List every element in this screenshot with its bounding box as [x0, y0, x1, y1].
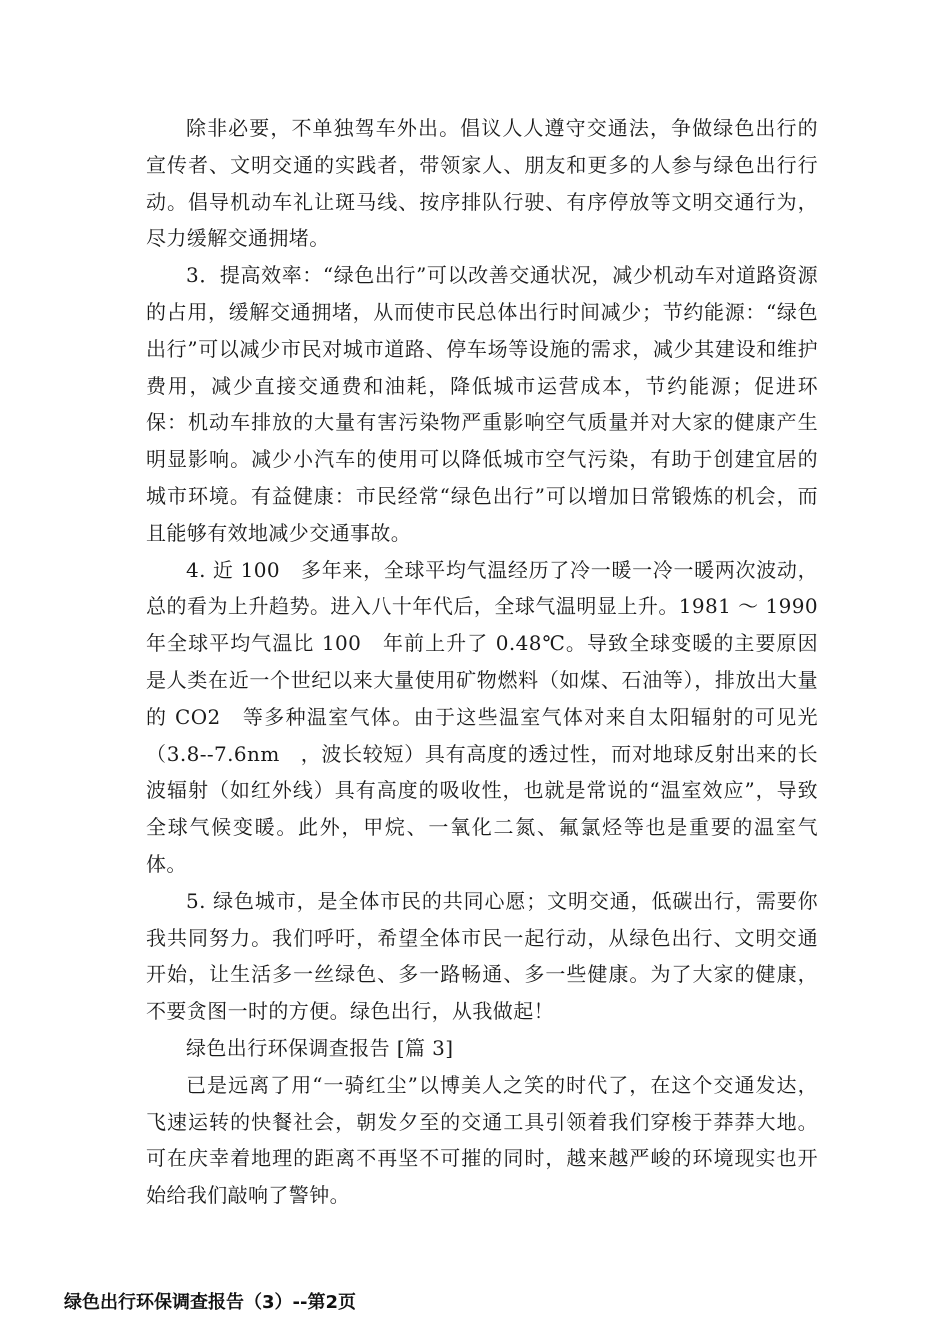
page-footer: 绿色出行环保调查报告（3）--第2页: [64, 1292, 356, 1313]
paragraph-green-city: 5. 绿色城市，是全体市民的共同心愿；文明交通，低碳出行，需要你我共同努力。我们呼吁，希望全体市民一起行动，从绿色出行、文明交通开始，让生活多一丝绿色、多一路畅通、多一些健康。为了大家的健康，不要贪图一时的方便。绿色出行，从我做起！: [146, 888, 818, 1024]
paragraph-benefits: 3．提高效率：“绿色出行”可以改善交通状况，减少机动车对道路资源的占用，缓解交通拥堵，从而使市民总体出行时间减少；节约能源：“绿色出行”可以减少市民对城市道路、停车场等设施的需求，减少其建设和维护费用，减少直接交通费和油耗，降低城市运营成本，节约能源；促进环保：机动车排放的大量有害污染物严重影响空气质量并对大家的健康产生明显影响。减少小汽车的使用可以降低城市空气污染，有助于创建宜居的城市环境。有益健康：市民经常“绿色出行”可以增加日常锻炼的机会，而且能够有效地减少交通事故。: [146, 263, 818, 545]
document-body: [146, 110, 839, 1214]
paragraph-intro-report-3: 已是远离了用“一骑红尘”以博美人之笑的时代了，在这个交通发达，飞速运转的快餐社会，朝发夕至的交通工具引领着我们穿梭于莽莽大地。可在庆幸着地理的距离不再坚不可摧的同时，越来越严峻的环境现实也开始给我们敲响了警钟。: [146, 1072, 818, 1208]
section-heading-report-3: 绿色出行环保调查报告 [篇 3]: [186, 1035, 454, 1060]
paragraph-global-warming: 4. 近 100 多年来，全球平均气温经历了冷一暖一冷一暖两次波动，总的看为上升趋势。进入八十年代后，全球气温明显上升。1981 ～ 1990 年全球平均气温比 100 年前上升了 0.48℃。导致全球变暖的主要原因是人类在近一个世纪以来大量使用矿物燃料（如煤、石油等），排放出大量的 CO2 等多种温室气体。由于这些温室气体对来自太阳辐射的可见光（3.8--7.6nm ，波长较短）具有高度的透过性，而对地球反射出来的长波辐射（如红外线）具有高度的吸收性，也就是常说的“温室效应”，导致全球气候变暖。此外，甲烷、一氧化二氮、氟氯烃等也是重要的温室气体。: [146, 557, 839, 876]
paragraph-green-travel-advocacy: 除非必要，不单独驾车外出。倡议人人遵守交通法，争做绿色出行的宣传者、文明交通的实践者，带领家人、朋友和更多的人参与绿色出行行动。倡导机动车礼让斑马线、按序排队行驶、有序停放等文明交通行为，尽力缓解交通拥堵。: [146, 116, 818, 251]
